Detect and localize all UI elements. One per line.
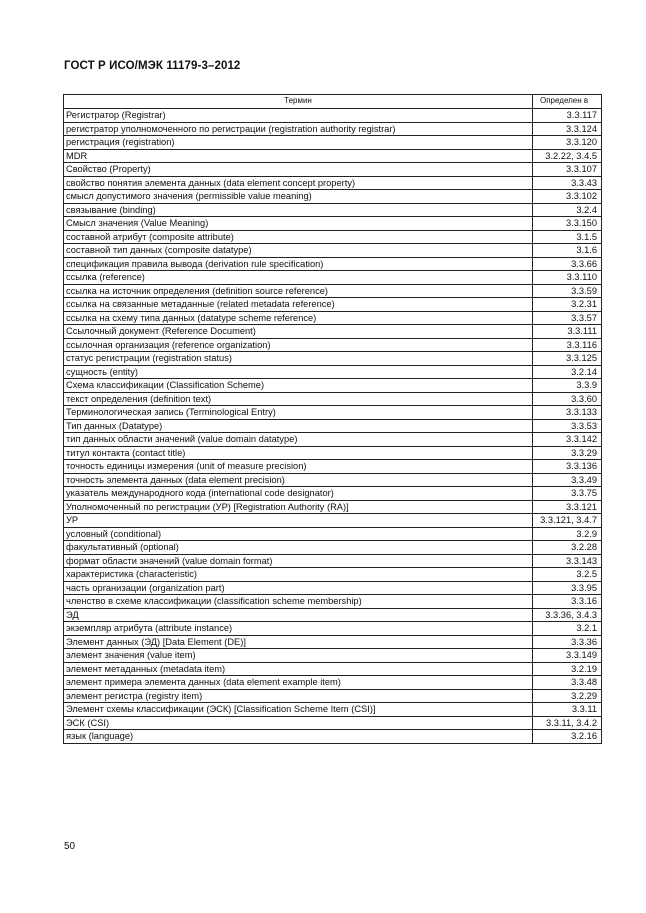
- table-row: [64, 122, 602, 136]
- table-row: [64, 662, 602, 676]
- defined-in-cell: 3.3.124: [533, 122, 602, 136]
- defined-in-cell: 3.3.110: [533, 271, 602, 285]
- term-cell: элемент примера элемента данных (data element example item): [64, 676, 533, 690]
- defined-in-cell: 3.3.36, 3.4.3: [533, 608, 602, 622]
- term-cell: УР: [64, 514, 533, 528]
- defined-in-cell: 3.3.121, 3.4.7: [533, 514, 602, 528]
- term-cell: регистрация (registration): [64, 136, 533, 150]
- defined-in-cell: 3.3.43: [533, 176, 602, 190]
- table-row: [64, 271, 602, 285]
- term-cell: статус регистрации (registration status): [64, 352, 533, 366]
- defined-in-cell: 3.3.49: [533, 473, 602, 487]
- term-cell: условный (conditional): [64, 527, 533, 541]
- table-row: [64, 163, 602, 177]
- table-row: [64, 203, 602, 217]
- terms-index-table: [63, 94, 602, 744]
- table-row: [64, 703, 602, 717]
- table-row: [64, 406, 602, 420]
- term-cell: ссылка (reference): [64, 271, 533, 285]
- defined-in-cell: 3.2.19: [533, 662, 602, 676]
- table-row: [64, 338, 602, 352]
- term-cell: ссылка на связанные метаданные (related metadata reference): [64, 298, 533, 312]
- term-cell: Тип данных (Datatype): [64, 419, 533, 433]
- table-row: [64, 581, 602, 595]
- defined-in-cell: 3.3.59: [533, 284, 602, 298]
- term-cell: составной атрибут (composite attribute): [64, 230, 533, 244]
- term-cell: Свойство (Property): [64, 163, 533, 177]
- column-header-defined-in: Определен в: [533, 95, 602, 109]
- defined-in-cell: 3.3.150: [533, 217, 602, 231]
- defined-in-cell: 3.2.31: [533, 298, 602, 312]
- defined-in-cell: 3.3.133: [533, 406, 602, 420]
- table-row: [64, 446, 602, 460]
- table-row: [64, 311, 602, 325]
- term-cell: Схема классификации (Classification Scheme): [64, 379, 533, 393]
- defined-in-cell: 3.3.75: [533, 487, 602, 501]
- defined-in-cell: 3.3.102: [533, 190, 602, 204]
- table-row: [64, 149, 602, 163]
- table-row: [64, 433, 602, 447]
- table-row: [64, 257, 602, 271]
- defined-in-cell: 3.2.9: [533, 527, 602, 541]
- term-cell: экземпляр атрибута (attribute instance): [64, 622, 533, 636]
- term-cell: тип данных области значений (value domain datatype): [64, 433, 533, 447]
- defined-in-cell: 3.3.116: [533, 338, 602, 352]
- table-row: [64, 460, 602, 474]
- table-row: [64, 365, 602, 379]
- table-row: [64, 298, 602, 312]
- term-cell: формат области значений (value domain format): [64, 554, 533, 568]
- document-header: ГОСТ Р ИСО/МЭК 11179-3–2012: [64, 60, 241, 72]
- defined-in-cell: 3.3.111: [533, 325, 602, 339]
- defined-in-cell: 3.2.14: [533, 365, 602, 379]
- term-cell: Уполномоченный по регистрации (УР) [Registration Authority (RA)]: [64, 500, 533, 514]
- table-row: [64, 514, 602, 528]
- term-cell: факультативный (optional): [64, 541, 533, 555]
- table-row: [64, 635, 602, 649]
- term-cell: смысл допустимого значения (permissible value meaning): [64, 190, 533, 204]
- defined-in-cell: 3.2.28: [533, 541, 602, 555]
- term-cell: Элемент данных (ЭД) [Data Element (DE)]: [64, 635, 533, 649]
- term-cell: ЭСК (CSI): [64, 716, 533, 730]
- term-cell: ЭД: [64, 608, 533, 622]
- table-row: [64, 554, 602, 568]
- defined-in-cell: 3.2.29: [533, 689, 602, 703]
- term-cell: титул контакта (contact title): [64, 446, 533, 460]
- table-row: [64, 379, 602, 393]
- defined-in-cell: 3.1.6: [533, 244, 602, 258]
- table-row: [64, 109, 602, 123]
- defined-in-cell: 3.3.29: [533, 446, 602, 460]
- defined-in-cell: 3.3.117: [533, 109, 602, 123]
- table-row: [64, 325, 602, 339]
- table-row: [64, 244, 602, 258]
- table-row: [64, 608, 602, 622]
- term-cell: сущность (entity): [64, 365, 533, 379]
- term-cell: свойство понятия элемента данных (data element concept property): [64, 176, 533, 190]
- term-cell: составной тип данных (composite datatype): [64, 244, 533, 258]
- defined-in-cell: 3.3.57: [533, 311, 602, 325]
- page-number: 50: [64, 841, 76, 852]
- defined-in-cell: 3.2.5: [533, 568, 602, 582]
- term-cell: ссылочная организация (reference organization): [64, 338, 533, 352]
- table-row: [64, 730, 602, 744]
- table-row: [64, 716, 602, 730]
- defined-in-cell: 3.3.120: [533, 136, 602, 150]
- defined-in-cell: 3.3.143: [533, 554, 602, 568]
- term-cell: ссылка на источник определения (definition source reference): [64, 284, 533, 298]
- table-row: [64, 217, 602, 231]
- defined-in-cell: 3.2.4: [533, 203, 602, 217]
- defined-in-cell: 3.2.22, 3.4.5: [533, 149, 602, 163]
- term-cell: регистратор уполномоченного по регистрации (registration authority registrar): [64, 122, 533, 136]
- table-row: [64, 676, 602, 690]
- table-row: [64, 487, 602, 501]
- defined-in-cell: 3.3.66: [533, 257, 602, 271]
- term-cell: язык (language): [64, 730, 533, 744]
- table-row: [64, 622, 602, 636]
- defined-in-cell: 3.3.11, 3.4.2: [533, 716, 602, 730]
- table-row: [64, 419, 602, 433]
- table-header-row: [64, 95, 602, 109]
- column-header-term: Термин: [64, 95, 533, 109]
- term-cell: элемент регистра (registry item): [64, 689, 533, 703]
- table-row: [64, 190, 602, 204]
- defined-in-cell: 3.3.48: [533, 676, 602, 690]
- term-cell: точность элемента данных (data element precision): [64, 473, 533, 487]
- term-cell: Ссылочный документ (Reference Document): [64, 325, 533, 339]
- term-cell: ссылка на схему типа данных (datatype scheme reference): [64, 311, 533, 325]
- defined-in-cell: 3.3.95: [533, 581, 602, 595]
- defined-in-cell: 3.3.149: [533, 649, 602, 663]
- table-row: [64, 230, 602, 244]
- table-row: [64, 473, 602, 487]
- defined-in-cell: 3.3.36: [533, 635, 602, 649]
- table-row: [64, 649, 602, 663]
- defined-in-cell: 3.3.9: [533, 379, 602, 393]
- term-cell: членство в схеме классификации (classification scheme membership): [64, 595, 533, 609]
- defined-in-cell: 3.1.5: [533, 230, 602, 244]
- term-cell: MDR: [64, 149, 533, 163]
- table-row: [64, 541, 602, 555]
- defined-in-cell: 3.3.107: [533, 163, 602, 177]
- defined-in-cell: 3.3.11: [533, 703, 602, 717]
- table-body: [64, 109, 602, 744]
- table-row: [64, 689, 602, 703]
- defined-in-cell: 3.3.125: [533, 352, 602, 366]
- defined-in-cell: 3.3.121: [533, 500, 602, 514]
- term-cell: Терминологическая запись (Terminological Entry): [64, 406, 533, 420]
- term-cell: Элемент схемы классификации (ЭСК) [Classification Scheme Item (CSI)]: [64, 703, 533, 717]
- table-row: [64, 284, 602, 298]
- table-row: [64, 527, 602, 541]
- defined-in-cell: 3.2.1: [533, 622, 602, 636]
- term-cell: элемент значения (value item): [64, 649, 533, 663]
- term-cell: связывание (binding): [64, 203, 533, 217]
- defined-in-cell: 3.2.16: [533, 730, 602, 744]
- defined-in-cell: 3.3.16: [533, 595, 602, 609]
- term-cell: указатель международного кода (international code designator): [64, 487, 533, 501]
- table-row: [64, 176, 602, 190]
- table-row: [64, 595, 602, 609]
- table-row: [64, 500, 602, 514]
- defined-in-cell: 3.3.136: [533, 460, 602, 474]
- term-cell: Смысл значения (Value Meaning): [64, 217, 533, 231]
- term-cell: текст определения (definition text): [64, 392, 533, 406]
- term-cell: элемент метаданных (metadata item): [64, 662, 533, 676]
- term-cell: характеристика (characteristic): [64, 568, 533, 582]
- defined-in-cell: 3.3.142: [533, 433, 602, 447]
- defined-in-cell: 3.3.60: [533, 392, 602, 406]
- table-row: [64, 568, 602, 582]
- defined-in-cell: 3.3.53: [533, 419, 602, 433]
- term-cell: точность единицы измерения (unit of measure precision): [64, 460, 533, 474]
- table-row: [64, 136, 602, 150]
- term-cell: спецификация правила вывода (derivation rule specification): [64, 257, 533, 271]
- term-cell: Регистратор (Registrar): [64, 109, 533, 123]
- table-row: [64, 352, 602, 366]
- term-cell: часть организации (organization part): [64, 581, 533, 595]
- table-row: [64, 392, 602, 406]
